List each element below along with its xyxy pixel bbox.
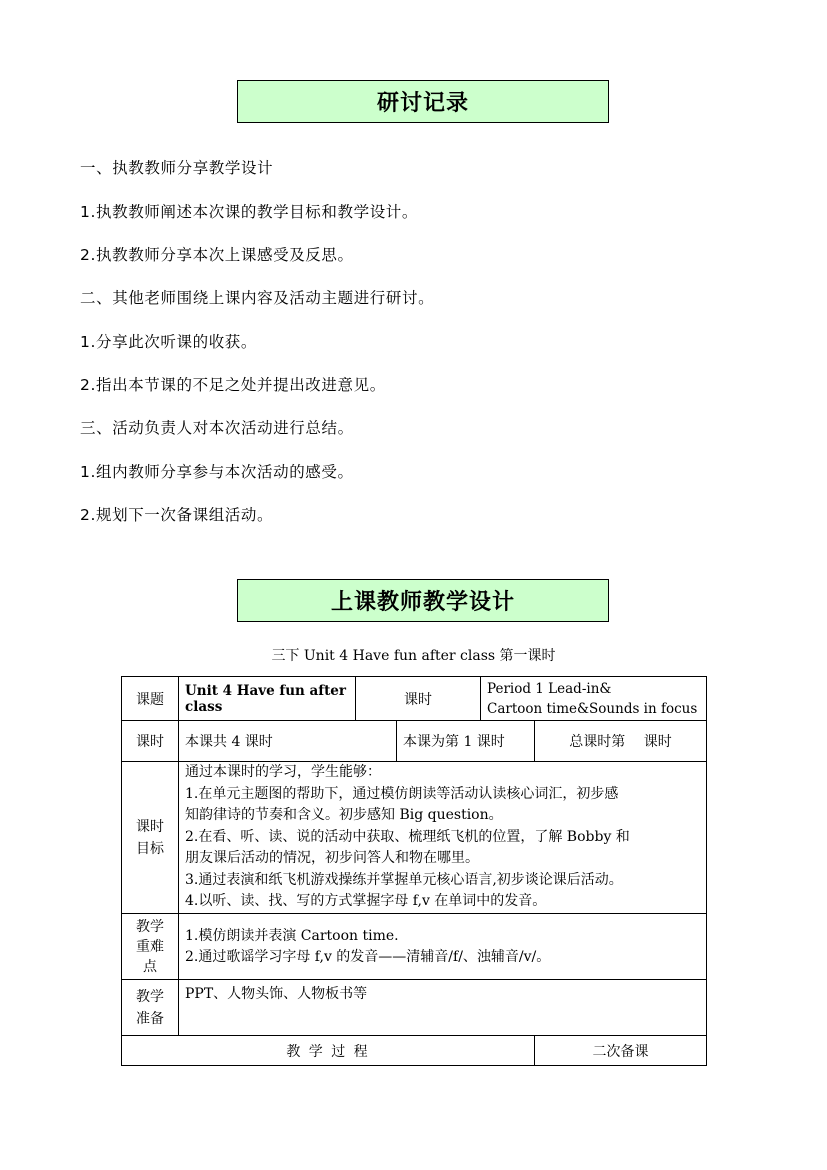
objective-line: 4.以听、读、找、写的方式掌握字母 f,v 在单词中的发音。 [185,893,547,910]
section-title-discussion: 研讨记录 [237,80,609,123]
objective-line: 2.在看、听、读、说的活动中获取、梳理纸飞机的位置，了解 Bobby 和 [185,828,630,845]
table-row [122,762,707,914]
teaching-process-header: 教 学 过 程 [122,1036,535,1066]
table-row [122,1036,707,1066]
period-value-line: Cartoon time&Sounds in focus [487,700,698,717]
objective-line: 朋友课后活动的情况，初步问答人和物在哪里。 [185,850,479,867]
discussion-line: 三、活动负责人对本次活动进行总结。 [80,419,354,437]
key-points-content [179,914,707,980]
current-hour: 本课为第 1 课时 [397,721,535,762]
topic-value: Unit 4 Have fun after class [179,677,356,721]
period-label: 课时 [356,677,481,721]
key-points-label-line: 点 [143,958,157,975]
period-value [481,677,707,721]
discussion-line: 2.执教教师分享本次上课感受及反思。 [80,246,354,264]
discussion-line: 1.组内教师分享参与本次活动的感受。 [80,463,354,481]
table-row [122,980,707,1036]
preparation-label [122,980,179,1036]
preparation-label-line: 准备 [136,1010,164,1027]
discussion-line: 2.指出本节课的不足之处并提出改进意见。 [80,376,386,394]
key-points-label [122,914,179,980]
section-title-lesson-design: 上课教师教学设计 [237,579,609,622]
objective-line: 1.在单元主题图的帮助下，通过模仿朗读等活动认读核心词汇，初步感 [185,785,619,802]
table-row [122,914,707,980]
preparation-value: PPT、人物头饰、人物板书等 [179,980,707,1036]
objective-line: 3.通过表演和纸飞机游戏操练并掌握单元核心语言,初步谈论课后活动。 [185,871,623,888]
discussion-line: 一、执教教师分享教学设计 [80,159,274,177]
hours-label: 课时 [122,721,179,762]
discussion-line: 1.分享此次听课的收获。 [80,333,257,351]
topic-label: 课题 [122,677,179,721]
key-point-line: 2.通过歌谣学习字母 f,v 的发音——清辅音/f/、浊辅音/v/。 [185,948,551,965]
total-hours: 本课共 4 课时 [179,721,397,762]
objectives-content [179,762,707,914]
objectives-label-line: 课时 [136,818,164,835]
key-points-label-line: 教学 [136,918,164,935]
lesson-subtitle: 三下 Unit 4 Have fun after class 第一课时 [271,648,556,664]
key-points-label-line: 重难 [136,938,164,955]
discussion-line: 二、其他老师围绕上课内容及活动主题进行研讨。 [80,289,435,307]
discussion-line: 2.规划下一次备课组活动。 [80,506,274,524]
table-row [122,677,707,721]
discussion-line: 1.执教教师阐述本次课的教学目标和教学设计。 [80,203,418,221]
overall-hour: 总课时第 课时 [535,721,707,762]
period-value-line: Period 1 Lead-in& [487,680,612,697]
objectives-label [122,762,179,914]
objective-line: 知韵律诗的节奏和含义。初步感知 Big question。 [185,807,503,824]
preparation-label-line: 教学 [136,988,164,1005]
objective-line: 通过本课时的学习，学生能够： [185,764,381,781]
key-point-line: 1.模仿朗读并表演 Cartoon time. [185,927,399,944]
second-prep-header: 二次备课 [535,1036,707,1066]
lesson-plan-table [121,676,707,1066]
table-row [122,721,707,762]
objectives-label-line: 目标 [136,840,164,857]
